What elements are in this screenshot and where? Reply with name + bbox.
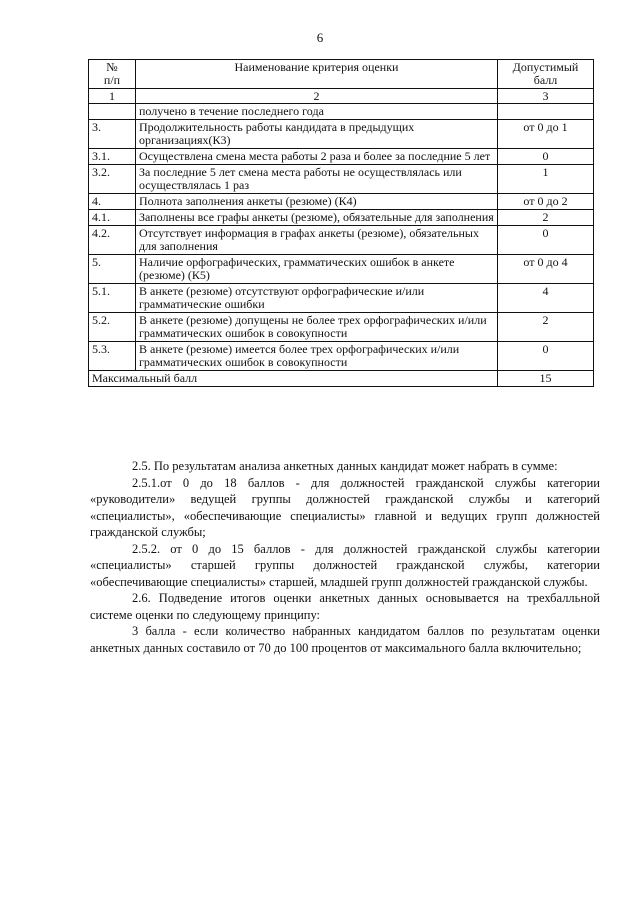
paragraph: 3 балла - если количество набранных кандидатом баллов по результатам оценки анкетных данных составило от 70 до 100 процентов от максимального балла включительно; <box>90 624 600 655</box>
total-row <box>89 371 594 387</box>
criterion-score: 0 <box>498 149 594 165</box>
paragraph: 2.5. По результатам анализа анкетных данных кандидат может набрать в сумме: <box>132 459 558 473</box>
criterion-name: получено в течение последнего года <box>136 104 498 120</box>
header-name: Наименование критерия оценки <box>136 60 498 89</box>
criterion-score <box>498 104 594 120</box>
index-cell: 3 <box>498 89 594 104</box>
row-number: 3. <box>89 120 136 149</box>
criterion-name: За последние 5 лет смена места работы не осуществлялась или осуществлялась 1 раз <box>136 165 498 194</box>
criterion-score: от 0 до 2 <box>498 194 594 210</box>
index-cell: 1 <box>89 89 136 104</box>
criterion-name: Заполнены все графы анкеты (резюме), обязательные для заполнения <box>136 210 498 226</box>
paragraph: 2.5.1.от 0 до 18 баллов - для должностей гражданской службы категории «руководители» ведущей группы должностей гражданской службы и категорий «специалисты», «обеспечивающие специалисты» главной и ведущих групп должностей гражданской службы; <box>90 475 600 539</box>
paragraph: 2.5.2. от 0 до 15 баллов - для должностей гражданской службы категории «специалисты» старшей группы должностей гражданской службы, категории «обеспечивающие специалисты» старшей, младшей групп должностей гражданской службы. <box>90 541 600 589</box>
body-text <box>90 458 600 656</box>
criterion-name: Наличие орфографических, грамматических ошибок в анкете (резюме) (К5) <box>136 255 498 284</box>
criterion-name: В анкете (резюме) отсутствуют орфографические и/или грамматические ошибки <box>136 284 498 313</box>
criterion-name: Полнота заполнения анкеты (резюме) (К4) <box>136 194 498 210</box>
row-number <box>89 104 136 120</box>
criterion-score: 2 <box>498 210 594 226</box>
row-number: 5.2. <box>89 313 136 342</box>
table-row <box>89 165 594 194</box>
header-score: Допустимый балл <box>498 60 594 89</box>
criterion-name: В анкете (резюме) имеется более трех орфографических и/или грамматических ошибок в совокупности <box>136 342 498 371</box>
row-number: 3.2. <box>89 165 136 194</box>
row-number: 5. <box>89 255 136 284</box>
table-row <box>89 342 594 371</box>
row-number: 5.3. <box>89 342 136 371</box>
criterion-score: 0 <box>498 226 594 255</box>
criterion-score: 1 <box>498 165 594 194</box>
criterion-score: 0 <box>498 342 594 371</box>
index-cell: 2 <box>136 89 498 104</box>
page-number: 6 <box>316 30 324 45</box>
table-row <box>89 226 594 255</box>
header-num: № п/п <box>89 60 136 89</box>
paragraph: 2.6. Подведение итогов оценки анкетных данных основывается на трехбалльной системе оценки по следующему принципу: <box>90 591 600 622</box>
table-index-row <box>89 89 594 104</box>
total-label: Максимальный балл <box>89 371 498 387</box>
table-row <box>89 313 594 342</box>
table-row <box>89 284 594 313</box>
criterion-name: В анкете (резюме) допущены не более трех орфографических и/или грамматических ошибок в совокупности <box>136 313 498 342</box>
table-row <box>89 194 594 210</box>
criterion-score: 4 <box>498 284 594 313</box>
table-row <box>89 255 594 284</box>
row-number: 4.1. <box>89 210 136 226</box>
table-header-row <box>89 60 594 89</box>
total-score: 15 <box>498 371 594 387</box>
criterion-name: Продолжительность работы кандидата в предыдущих организациях(К3) <box>136 120 498 149</box>
criterion-score: от 0 до 1 <box>498 120 594 149</box>
criterion-score: 2 <box>498 313 594 342</box>
row-number: 4.2. <box>89 226 136 255</box>
table-row <box>89 104 594 120</box>
criterion-name: Отсутствует информация в графах анкеты (резюме), обязательных для заполнения <box>136 226 498 255</box>
row-number: 5.1. <box>89 284 136 313</box>
table-row <box>89 210 594 226</box>
row-number: 4. <box>89 194 136 210</box>
table-row <box>89 149 594 165</box>
table-row <box>89 120 594 149</box>
criteria-table <box>88 59 594 387</box>
criterion-name: Осуществлена смена места работы 2 раза и более за последние 5 лет <box>136 149 498 165</box>
criterion-score: от 0 до 4 <box>498 255 594 284</box>
row-number: 3.1. <box>89 149 136 165</box>
